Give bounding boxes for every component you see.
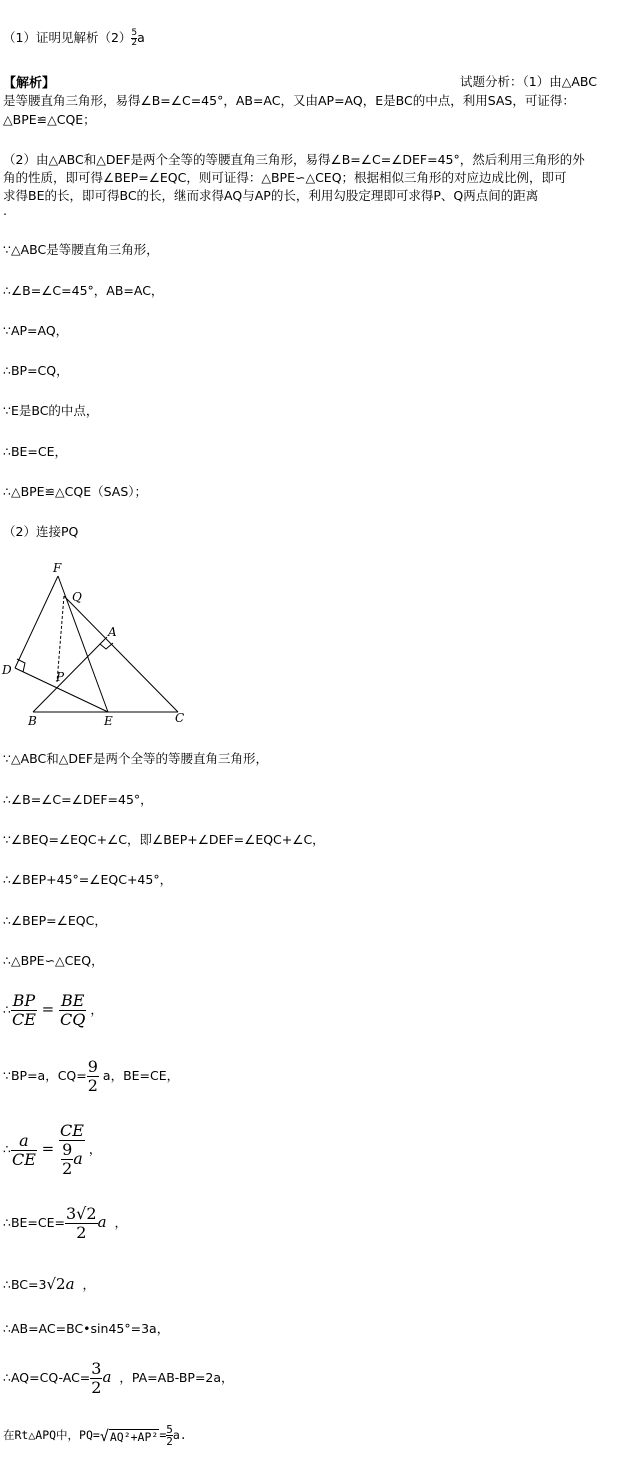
eq2-text-tail: a，BE=CE， bbox=[98, 1068, 180, 1083]
eq3-prefix: ∴ bbox=[3, 1141, 11, 1157]
segment-AC bbox=[64, 596, 178, 712]
variable-a: a bbox=[102, 1368, 112, 1386]
equation-substitution bbox=[3, 1122, 101, 1178]
frac-numerator: 5 bbox=[166, 1423, 173, 1436]
analysis-part2-line2: 角的性质，即可得∠BEP=∠EQC，则可证得：△BPE∽△CEQ；根据相似三角形的对应边成比例，即可 bbox=[3, 170, 567, 185]
equation-pq bbox=[3, 1424, 187, 1447]
eq4-suffix: ， bbox=[114, 1215, 127, 1230]
variable-a: a bbox=[97, 1213, 107, 1231]
analysis-part2-line1: （2）由△ABC和△DEF是两个全等的等腰直角三角形，易得∠B=∠C=∠DEF=45°，然后利用三角形的外 bbox=[3, 152, 585, 167]
frac-denominator: CE bbox=[11, 1149, 36, 1169]
analysis-part2-line4: . bbox=[3, 203, 7, 218]
label-D: D bbox=[2, 663, 12, 677]
label-A: A bbox=[108, 625, 117, 639]
equals-sign: = bbox=[36, 1000, 59, 1018]
fraction-9-2 bbox=[87, 1058, 99, 1095]
proof1-line: ∴BP=CQ， bbox=[3, 363, 69, 378]
eq8-text-tail: a. bbox=[172, 1428, 187, 1442]
proof2-line: ∵∠BEQ=∠EQC+∠C，即∠BEP+∠DEF=∠EQC+∠C， bbox=[3, 832, 325, 847]
sqrt-expression: √AQ²+AP² bbox=[99, 1426, 159, 1445]
sqrt-2: √2 bbox=[46, 1275, 66, 1293]
proof1-line: ∵E是BC的中点， bbox=[3, 403, 99, 418]
equation-ab-ac: ∴AB=AC=BC•sin45°=3a， bbox=[3, 1321, 170, 1336]
analysis-intro-line3: △BPE≌△CQE； bbox=[3, 112, 96, 127]
geometry-figure bbox=[0, 555, 200, 735]
proof1-line: （2）连接PQ bbox=[3, 524, 79, 539]
answer-frac-numerator: 5 bbox=[131, 28, 138, 38]
eq4-text: ∴BE=CE= bbox=[3, 1215, 65, 1230]
eq7-text-tail: ，PA=AB-BP=2a， bbox=[119, 1370, 234, 1385]
equation-bp-cq bbox=[3, 1058, 179, 1095]
frac-numerator: BP bbox=[12, 991, 36, 1010]
proof2-line: ∴△BPE∽△CEQ， bbox=[3, 953, 104, 968]
analysis-intro-label: 试题分析：（1）由△ABC bbox=[460, 74, 597, 89]
proof1-line: ∴BE=CE， bbox=[3, 444, 68, 459]
equation-ratio bbox=[3, 992, 103, 1029]
equation-bc bbox=[3, 1275, 95, 1293]
eq5-suffix: ， bbox=[82, 1277, 95, 1292]
proof2-line: ∴∠BEP+45°=∠EQC+45°， bbox=[3, 872, 173, 887]
answer-frac-denominator: 2 bbox=[131, 38, 138, 48]
label-F: F bbox=[53, 561, 62, 575]
frac-numerator: CE bbox=[59, 1121, 84, 1140]
equation-aq-pa bbox=[3, 1360, 234, 1397]
segment-BA bbox=[33, 637, 107, 712]
fraction-bp-ce bbox=[11, 992, 37, 1029]
eq7-text: ∴AQ=CQ-AC= bbox=[3, 1370, 91, 1385]
frac-numerator: 3√2 bbox=[66, 1204, 97, 1223]
fraction-be-cq bbox=[59, 992, 86, 1029]
answer-prefix: （1）证明见解析（2） bbox=[3, 30, 132, 45]
equation-be-ce bbox=[3, 1205, 127, 1242]
analysis-heading: 【解析】 bbox=[3, 76, 56, 91]
eq5-text: ∴BC=3 bbox=[3, 1277, 47, 1292]
eq1-prefix: ∴ bbox=[3, 1002, 11, 1017]
frac-denominator: CE bbox=[11, 1010, 36, 1029]
equals-sign: = bbox=[159, 1428, 167, 1442]
proof1-line: ∵AP=AQ， bbox=[3, 323, 69, 338]
frac-denominator: 2 bbox=[76, 1223, 87, 1242]
frac-denominator: 2 bbox=[62, 1159, 73, 1178]
fraction-3-2 bbox=[90, 1360, 102, 1397]
segment-DF bbox=[15, 576, 58, 668]
fraction-5-2 bbox=[166, 1424, 173, 1447]
eq3-suffix: ， bbox=[88, 1141, 102, 1157]
frac-denominator: 2 bbox=[166, 1435, 173, 1448]
fraction-9-2 bbox=[61, 1141, 73, 1178]
label-P: P bbox=[56, 670, 65, 684]
variable-a: a bbox=[73, 1149, 83, 1168]
eq8-text: 在Rt△APQ中，PQ= bbox=[3, 1428, 100, 1442]
frac-numerator: BE bbox=[60, 991, 85, 1010]
frac-numerator: a bbox=[11, 1132, 37, 1151]
proof2-line: ∴∠BEP=∠EQC， bbox=[3, 913, 107, 928]
fraction-a-ce bbox=[11, 1132, 37, 1169]
frac-denominator bbox=[59, 1141, 85, 1178]
frac-denominator: CQ bbox=[59, 1010, 86, 1029]
frac-denominator: 2 bbox=[91, 1378, 102, 1397]
frac-numerator: 3 bbox=[91, 1359, 102, 1378]
label-C: C bbox=[175, 711, 185, 725]
fraction-3root2-2 bbox=[65, 1205, 98, 1242]
variable-a: a bbox=[65, 1275, 75, 1293]
label-B: B bbox=[28, 714, 37, 728]
eq1-suffix: ， bbox=[90, 1002, 103, 1017]
proof2-line: ∵△ABC和△DEF是两个全等的等腰直角三角形， bbox=[3, 751, 269, 766]
fraction-ce-9a2 bbox=[59, 1122, 85, 1178]
sqrt-radicand: AQ²+AP² bbox=[109, 1429, 159, 1444]
label-Q: Q bbox=[72, 590, 82, 604]
label-E: E bbox=[104, 714, 113, 728]
proof2-line: ∴∠B=∠C=∠DEF=45°， bbox=[3, 792, 153, 807]
frac-denominator: 2 bbox=[87, 1076, 98, 1095]
equals-sign: = bbox=[36, 1139, 59, 1158]
proof1-line: ∴△BPE≌△CQE（SAS）； bbox=[3, 484, 148, 499]
proof1-line: ∵△ABC是等腰直角三角形， bbox=[3, 242, 159, 257]
answer-line bbox=[3, 28, 145, 48]
frac-numerator: 9 bbox=[87, 1057, 98, 1076]
eq2-text: ∵BP=a，CQ= bbox=[3, 1068, 87, 1083]
analysis-part2-line3: 求得BE的长，即可得BC的长，继而求得AQ与AP的长，利用勾股定理即可求得P、Q两点间的距离 bbox=[3, 188, 539, 203]
proof1-line: ∴∠B=∠C=45°，AB=AC， bbox=[3, 283, 164, 298]
analysis-intro-line2: 是等腰直角三角形，易得∠B=∠C=45°，AB=AC，又由AP=AQ，E是BC的中点，利用SAS，可证得： bbox=[3, 93, 575, 108]
answer-suffix: a bbox=[137, 30, 145, 45]
frac-numerator: 9 bbox=[62, 1140, 73, 1159]
